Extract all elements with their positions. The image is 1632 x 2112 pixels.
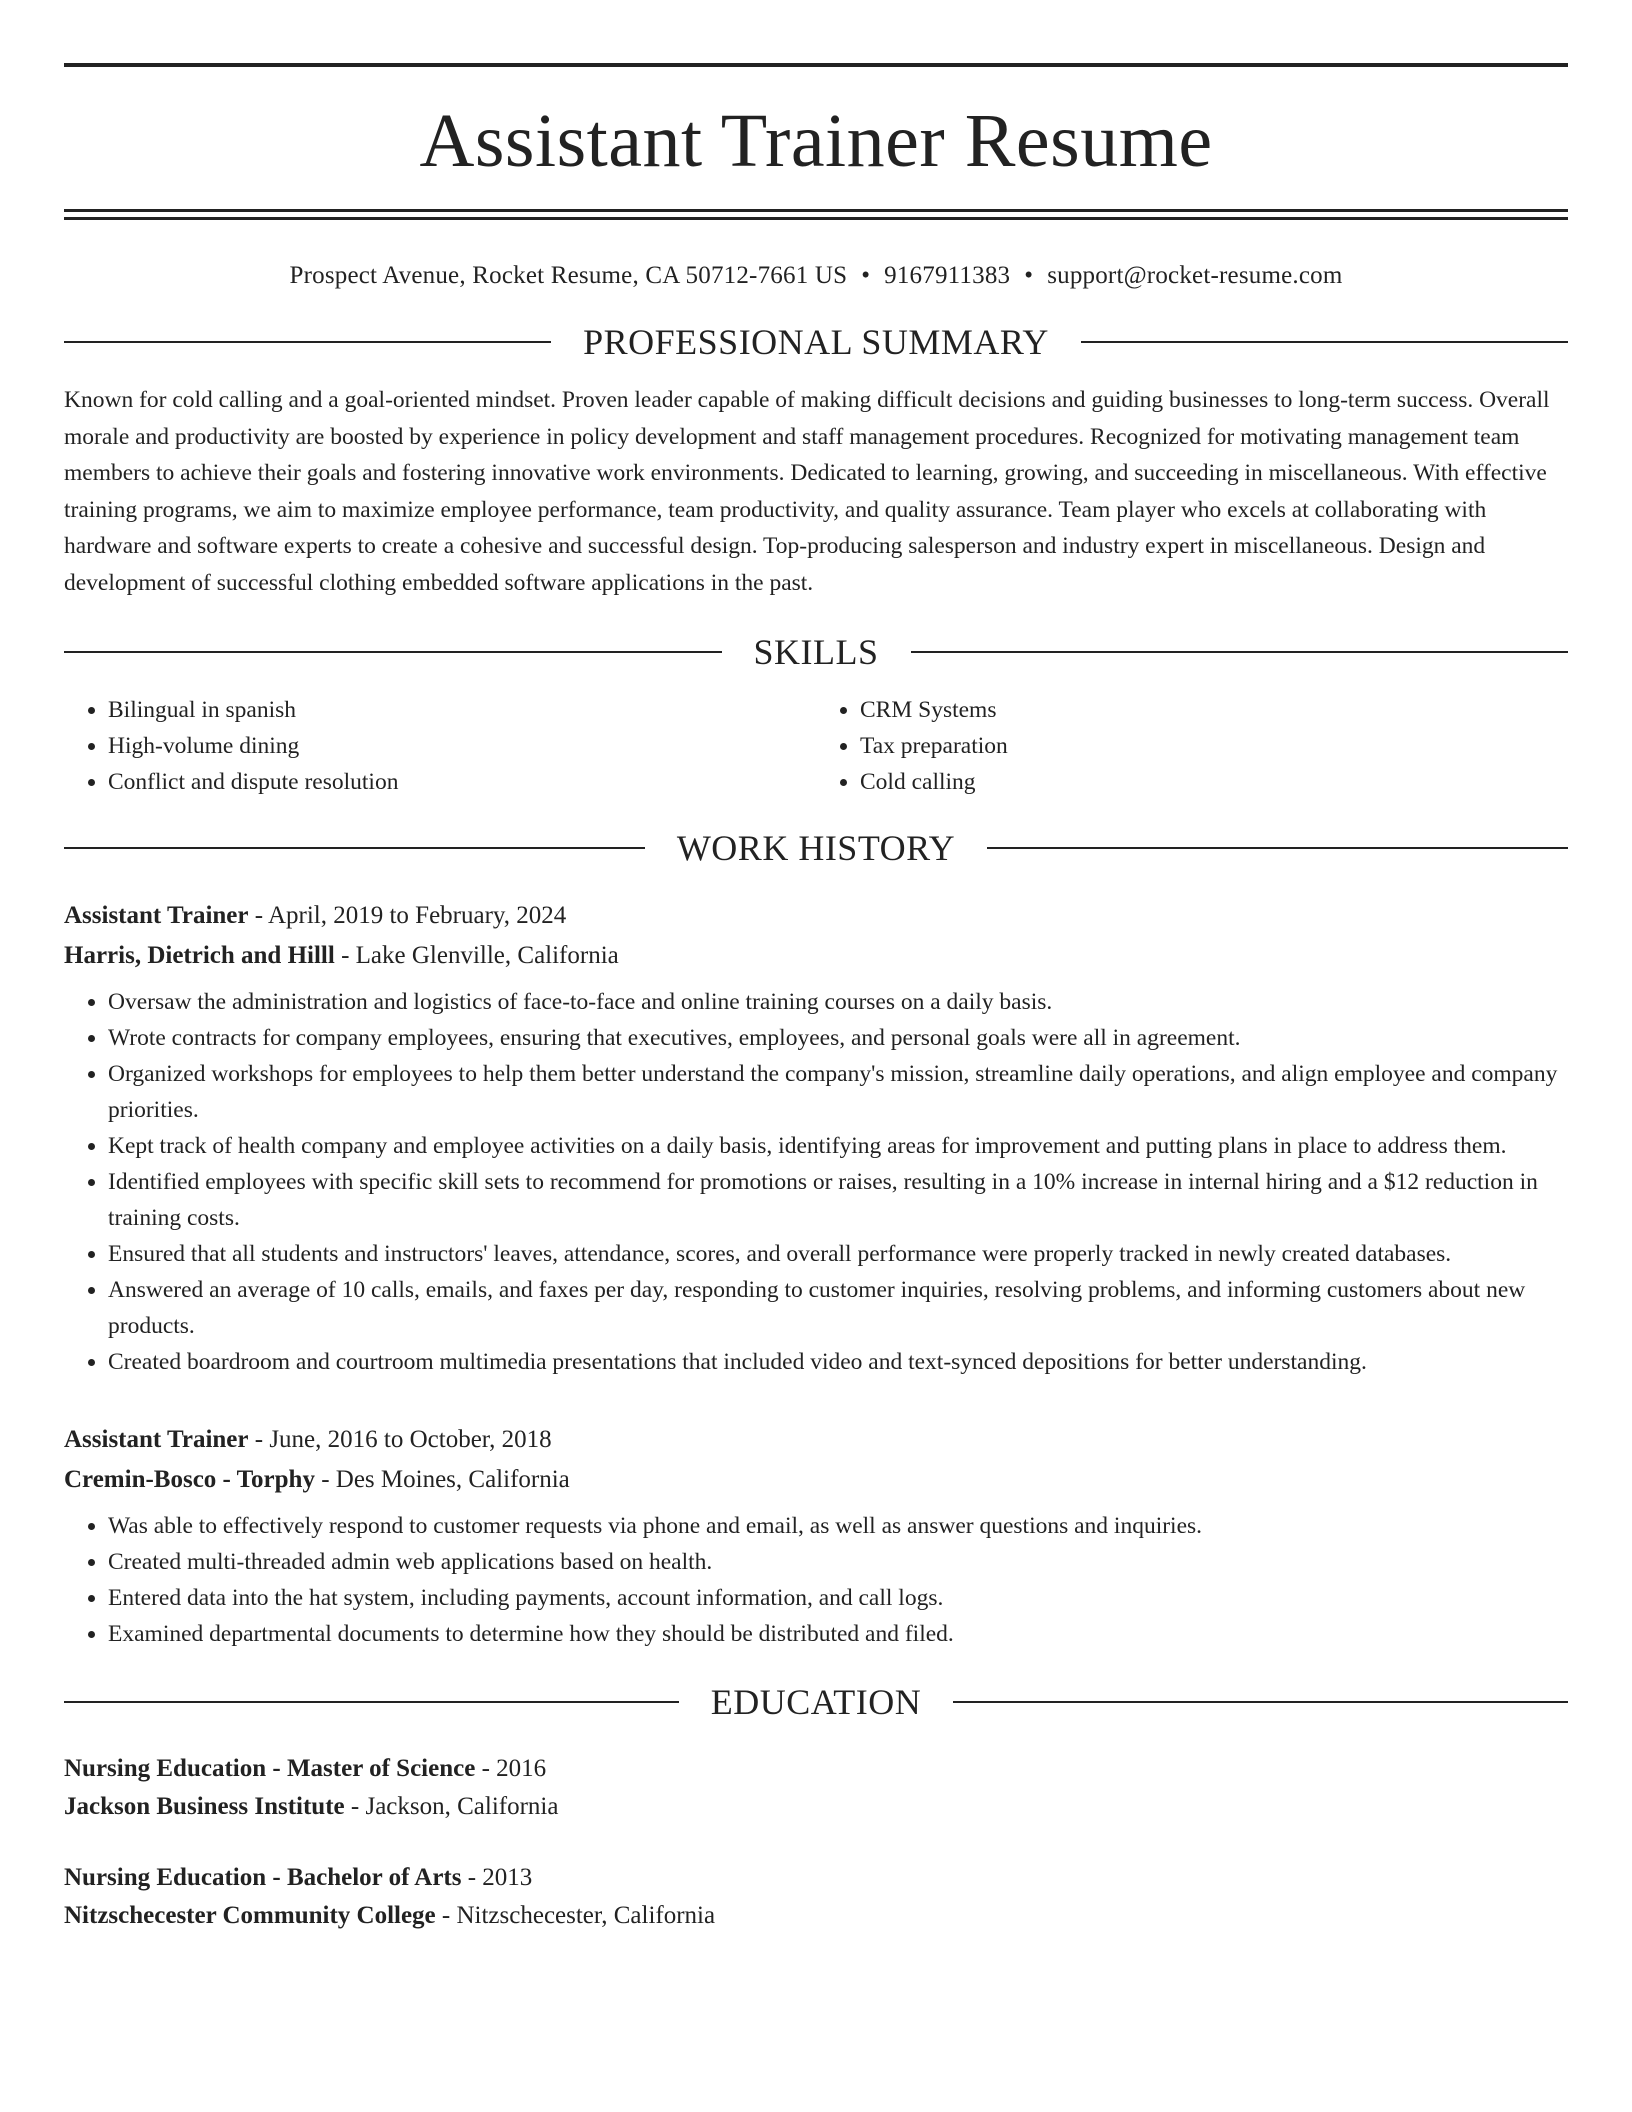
section-heading-skills [64,631,1568,672]
education-degree-line [64,1859,1568,1898]
job-location: - Lake Glenville, California [334,941,619,969]
title-double-rule [64,209,1568,220]
top-rule [64,63,1568,67]
education-school: Nitzschecester Community College [64,1902,436,1930]
job-company: Harris, Dietrich and Hilll [64,941,335,969]
contact-address: Prospect Avenue, Rocket Resume, CA 50712-7661 US [289,262,848,289]
job-dates: - June, 2016 to October, 2018 [248,1425,552,1453]
job-bullet: • Answered an average of 10 calls, emails, and faxes per day, responding to customer inquiries, resolving problems, and informing customers about new products. [108,1272,1568,1344]
job-bullet: • Created multi-threaded admin web applications based on health. [108,1544,1568,1580]
job-entry [64,1420,1568,1652]
job-title: Assistant Trainer [64,901,249,929]
job-company-line [64,1460,1568,1500]
skills-column-left [64,692,816,800]
skill-item: • Conflict and dispute resolution [108,764,816,800]
skill-item: • Tax preparation [860,728,1568,764]
contact-email: support@rocket-resume.com [1047,262,1343,289]
job-bullet: • Entered data into the hat system, including payments, account information, and call logs. [108,1580,1568,1616]
heading-rule-right [911,651,1569,653]
section-heading-summary [64,324,1568,360]
job-bullet: • Was able to effectively respond to customer requests via phone and email, as well as answer questions and inquiries. [108,1508,1568,1544]
job-title: Assistant Trainer [64,1425,249,1453]
heading-rule-left [64,1701,679,1703]
skill-item: • Cold calling [860,764,1568,800]
education-year: - 2016 [475,1754,547,1782]
job-bullet: • Organized workshops for employees to help them better understand the company's mission, streamline daily operations, and align employee and company priorities. [108,1056,1568,1128]
education-location: - Jackson, California [344,1793,559,1821]
section-title: SKILLS [753,631,879,672]
section-heading-work-history [64,827,1568,868]
skill-item: • High-volume dining [108,728,816,764]
education-school: Jackson Business Institute [64,1793,345,1821]
job-title-line [64,896,1568,936]
education-degree: Nursing Education - Bachelor of Arts [64,1863,462,1891]
contact-line [64,256,1568,296]
education-school-line [64,1788,1568,1827]
job-bullet: • Wrote contracts for company employees, ensuring that executives, employees, and personal goals were all in agreement. [108,1020,1568,1056]
contact-separator: • [861,262,871,289]
job-bullet: • Examined departmental documents to determine how they should be distributed and filed. [108,1616,1568,1652]
heading-rule-left [64,847,645,849]
section-heading-education [64,1681,1568,1722]
job-bullet: • Kept track of health company and employee activities on a daily basis, identifying areas for improvement and putting plans in place to address them. [108,1128,1568,1164]
heading-rule-left [64,651,722,653]
summary-paragraph: Known for cold calling and a goal-oriented mindset. Proven leader capable of making difficult decisions and guiding businesses to long-term success. Overall morale and productivity are boosted by experience in policy development and staff management procedures. Recognized for motivating management team members to achieve their goals and fostering innovative work environments. Dedicated to learning, growing, and succeeding in miscellaneous. With effective training programs, we aim to maximize employee performance, team productivity, and quality assurance. Team player who excels at collaborating with hardware and software experts to create a cohesive and successful design. Top-producing salesperson and industry expert in miscellaneous. Design and development of successful clothing embedded software applications in the past. [64,387,1550,596]
job-company-line [64,936,1568,976]
education-year: - 2013 [461,1863,533,1891]
education-degree: Nursing Education - Master of Science [64,1754,476,1782]
job-dates: - April, 2019 to February, 2024 [248,901,567,929]
education-school-line [64,1897,1568,1936]
job-bullet: • Ensured that all students and instructors' leaves, attendance, scores, and overall performance were properly tracked in newly created databases. [108,1236,1568,1272]
job-title-line [64,1420,1568,1460]
job-bullet: • Oversaw the administration and logistics of face-to-face and online training courses on a daily basis. [108,984,1568,1020]
job-bullet: • Created boardroom and courtroom multimedia presentations that included video and text-synced depositions for better understanding. [108,1344,1568,1380]
skills-list [64,692,1568,800]
section-title: EDUCATION [710,1681,922,1722]
contact-phone: 9167911383 [884,262,1011,289]
heading-rule-left [64,341,551,343]
section-title: PROFESSIONAL SUMMARY [583,322,1049,362]
heading-rule-right [987,847,1568,849]
job-location: - Des Moines, California [314,1465,570,1493]
heading-rule-right [1081,341,1568,343]
job-bullets [64,1508,1568,1652]
heading-rule-right [953,1701,1568,1703]
job-bullet: • Identified employees with specific skill sets to recommend for promotions or raises, resulting in a 10% increase in internal hiring and a $12 reduction in training costs. [108,1164,1568,1236]
education-location: - Nitzschecester, California [435,1902,716,1930]
contact-separator: • [1024,262,1034,289]
education-entry [64,1750,1568,1827]
page-title: Assistant Trainer Resume [419,99,1213,183]
education-entry [64,1859,1568,1936]
skills-column-right [816,692,1568,800]
skill-item: • CRM Systems [860,692,1568,728]
job-entry [64,896,1568,1380]
section-title: WORK HISTORY [676,827,956,868]
education-degree-line [64,1750,1568,1789]
skill-item: • Bilingual in spanish [108,692,816,728]
job-company: Cremin-Bosco - Torphy [64,1465,315,1493]
job-bullets [64,984,1568,1380]
